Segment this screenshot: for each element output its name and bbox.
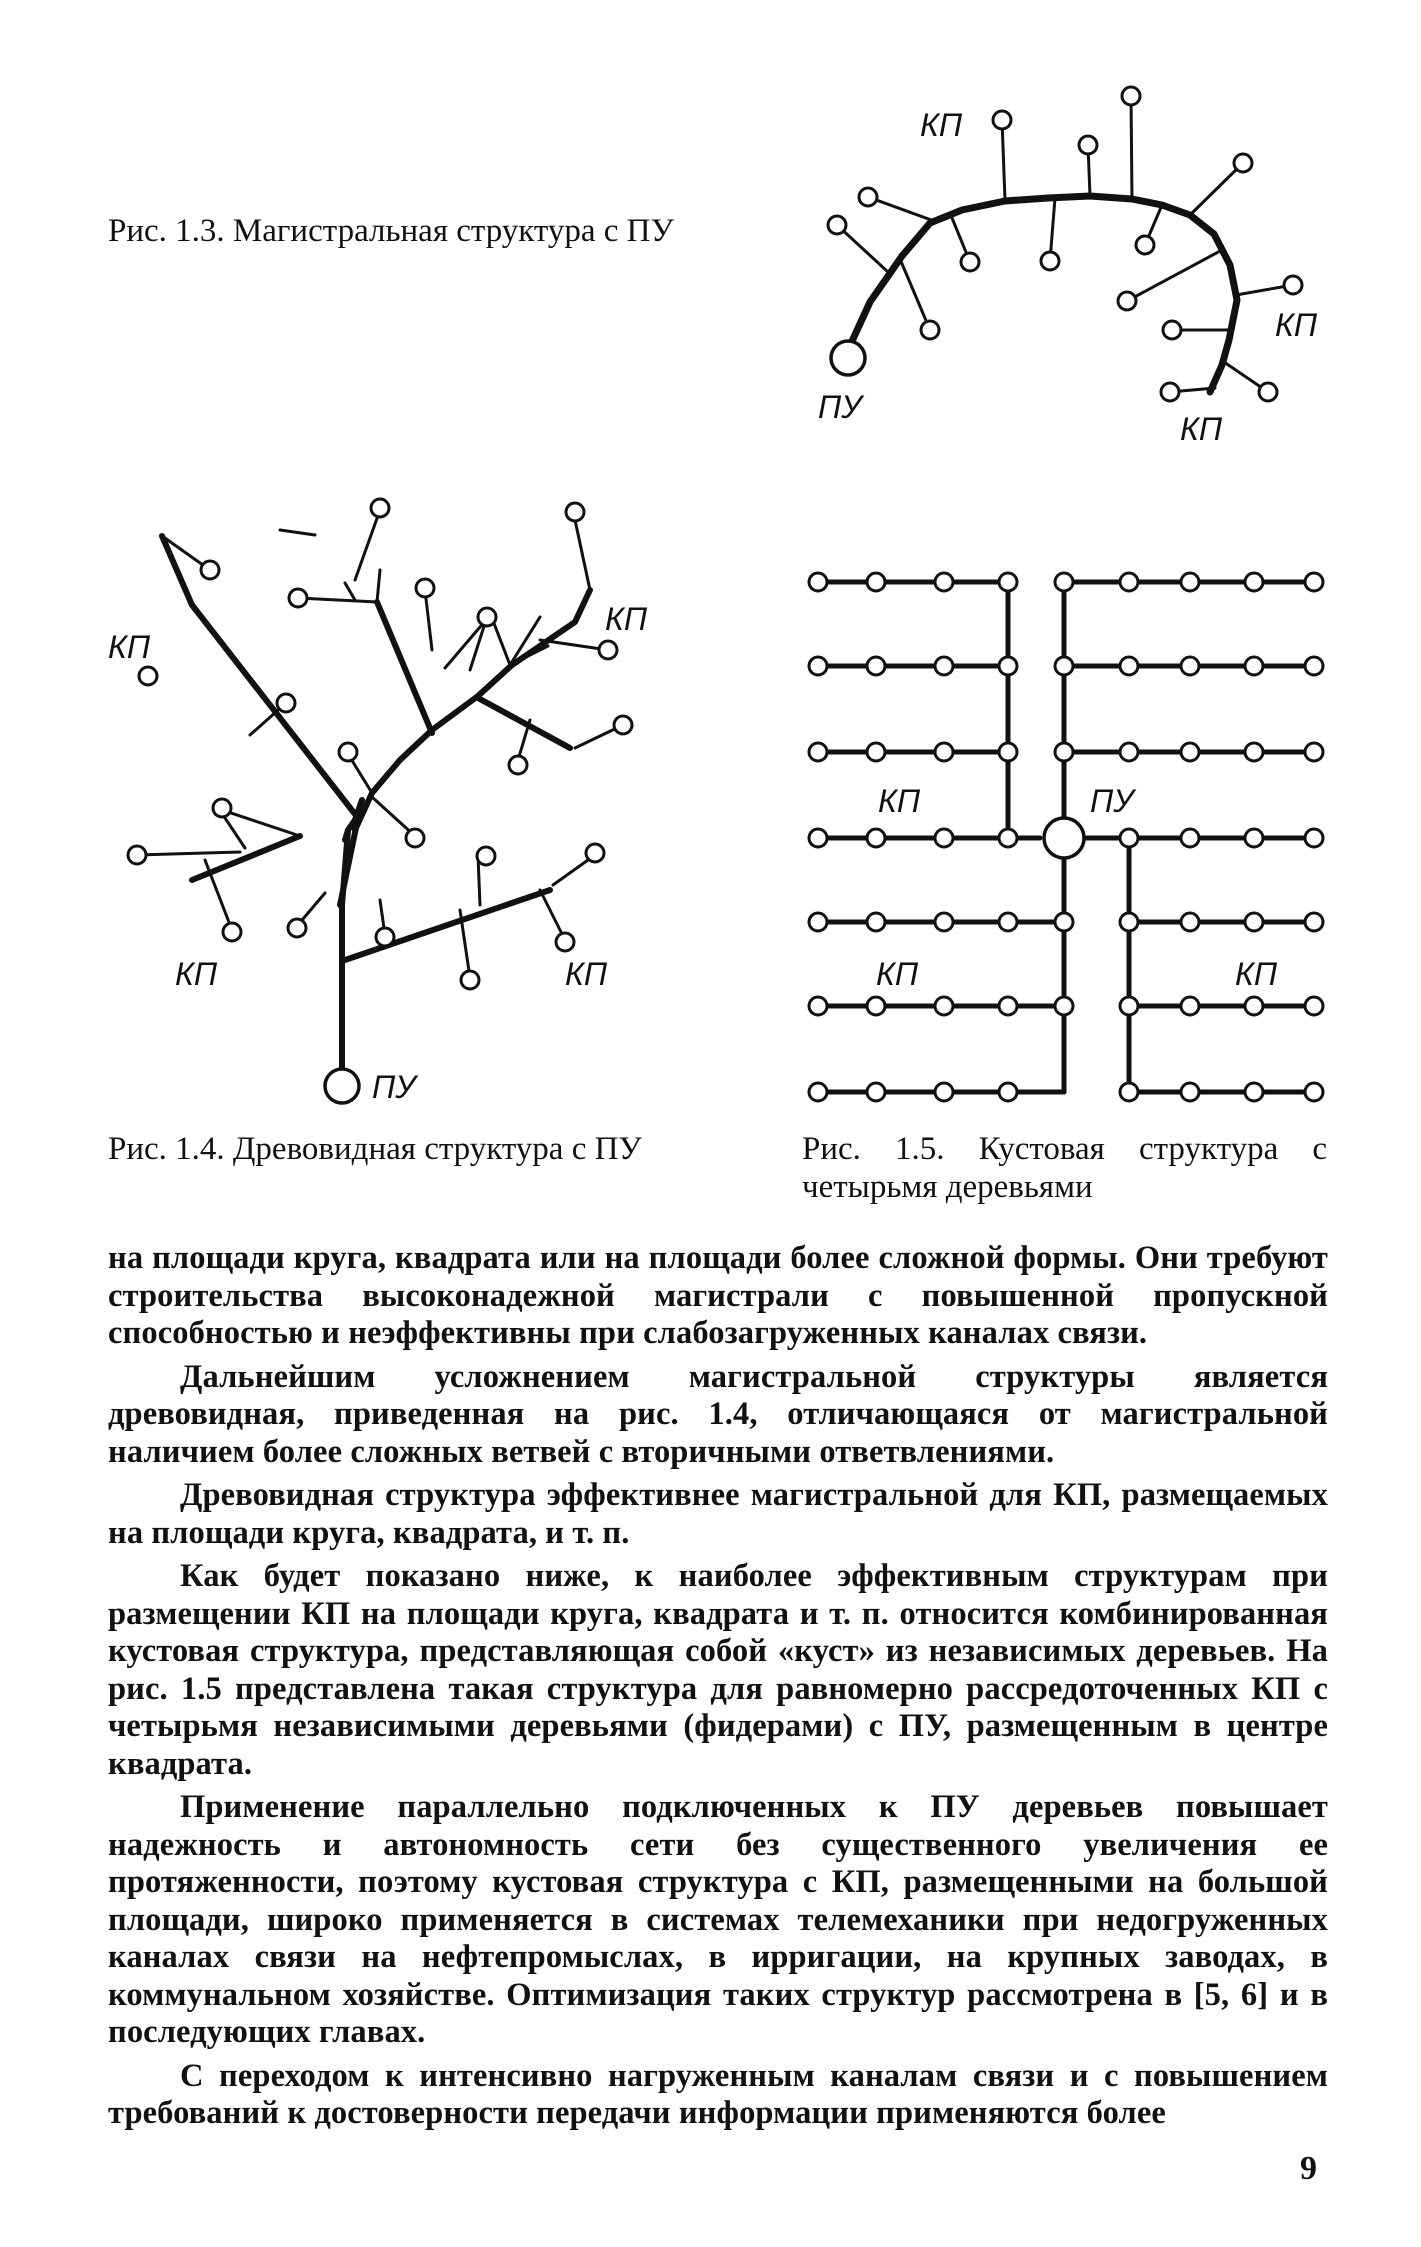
kp-node <box>1305 997 1323 1015</box>
label-kp: КП <box>1275 307 1318 343</box>
kp-node <box>867 657 885 675</box>
kp-node <box>1120 573 1138 591</box>
kp-node <box>935 743 953 761</box>
label-pu: ПУ <box>372 1069 416 1105</box>
control-center-node <box>1044 818 1084 858</box>
label-kp: КП <box>920 107 963 143</box>
figure-1-5-cluster-diagram <box>0 0 1421 1120</box>
label-kp: КП <box>1180 411 1223 447</box>
kp-node <box>1120 743 1138 761</box>
kp-node <box>1120 657 1138 675</box>
kp-node <box>1120 913 1138 931</box>
label-kp: КП <box>565 956 608 992</box>
kp-node <box>1245 743 1263 761</box>
kp-node <box>1245 657 1263 675</box>
kp-node <box>999 743 1017 761</box>
figure-1-4-caption: Рис. 1.4. Древовидная структура с ПУ <box>108 1131 642 1167</box>
kp-node <box>1181 829 1199 847</box>
label-kp: КП <box>876 956 919 992</box>
kp-node <box>809 743 827 761</box>
kp-node <box>809 913 827 931</box>
paragraph: Применение параллельно подключенных к ПУ деревьев повышает надежность и автономность сети без существенного увеличения ее протяженности, поэтому кустовая структура с КП, размещенными на большой площади, широко применяется в системах телемеханики при недогруженных каналах связи на нефтепромыслах, в ирригации, на крупных заводах, в коммунальном хозяйстве. Оптимизация таких структур рассмотрена в [5, 6] и в последующих главах. <box>108 1789 1328 2050</box>
figure-1-3-caption: Рис. 1.3. Магистральная структура с ПУ <box>108 213 674 249</box>
kp-node <box>1181 913 1199 931</box>
kp-node <box>867 913 885 931</box>
page-number: 9 <box>1300 2150 1317 2187</box>
kp-node <box>999 913 1017 931</box>
kp-node <box>999 657 1017 675</box>
kp-node <box>1245 913 1263 931</box>
paragraph: С переходом к интенсивно нагруженным каналам связи и с повышением требований к достоверности передачи информации применяются более <box>108 2057 1328 2131</box>
label-kp: КП <box>175 956 218 992</box>
kp-node <box>1305 743 1323 761</box>
kp-node <box>1055 573 1073 591</box>
kp-node <box>1120 829 1138 847</box>
kp-node <box>867 997 885 1015</box>
kp-node <box>1305 657 1323 675</box>
kp-node <box>1245 997 1263 1015</box>
kp-node <box>935 829 953 847</box>
kp-node <box>1055 913 1073 931</box>
label-kp: КП <box>108 629 151 665</box>
kp-node <box>999 573 1017 591</box>
kp-node <box>935 913 953 931</box>
kp-node <box>867 829 885 847</box>
kp-node <box>809 997 827 1015</box>
kp-node <box>1055 657 1073 675</box>
kp-node <box>867 1083 885 1101</box>
kp-node <box>809 829 827 847</box>
label-kp: КП <box>878 783 921 819</box>
kp-node <box>867 573 885 591</box>
kp-node <box>809 1083 827 1101</box>
figure-1-5-caption: Рис. 1.5. Кустовая структура с четырьмя деревьями <box>802 1131 1327 1205</box>
kp-node <box>935 997 953 1015</box>
label-pu: ПУ <box>1090 783 1134 819</box>
kp-node <box>1055 743 1073 761</box>
kp-node <box>1181 743 1199 761</box>
kp-node <box>809 573 827 591</box>
paragraph: Дальнейшим усложнением магистральной структуры является древовидная, приведенная на рис. 1.4, отличающаяся от магистральной наличием более сложных ветвей с вторичными ответвлениями. <box>108 1358 1328 1470</box>
kp-node <box>1181 657 1199 675</box>
kp-node <box>1245 829 1263 847</box>
kp-node <box>935 657 953 675</box>
label-pu: ПУ <box>818 389 862 425</box>
kp-node <box>999 829 1017 847</box>
kp-node <box>1055 997 1073 1015</box>
kp-node <box>1120 1083 1138 1101</box>
kp-node <box>1305 913 1323 931</box>
body-text <box>108 1240 1328 2139</box>
kp-node <box>1181 997 1199 1015</box>
kp-node <box>999 997 1017 1015</box>
kp-node <box>1245 573 1263 591</box>
kp-node <box>935 573 953 591</box>
kp-node <box>1120 997 1138 1015</box>
kp-node <box>999 1083 1017 1101</box>
kp-node <box>935 1083 953 1101</box>
kp-node <box>1181 1083 1199 1101</box>
kp-node <box>867 743 885 761</box>
kp-node <box>1181 573 1199 591</box>
kp-node <box>1245 1083 1263 1101</box>
kp-node <box>809 657 827 675</box>
paragraph: Древовидная структура эффективнее магистральной для КП, размещаемых на площади круга, квадрата, и т. п. <box>108 1477 1328 1551</box>
label-kp: КП <box>1235 956 1278 992</box>
kp-node <box>1305 829 1323 847</box>
paragraph: на площади круга, квадрата или на площади более сложной формы. Они требуют строительства высоконадежной магистрали с повышенной пропускной способностью и неэффективны при слабозагруженных каналах связи. <box>108 1240 1328 1351</box>
kp-node <box>1305 1083 1323 1101</box>
label-kp: КП <box>605 601 648 637</box>
paragraph: Как будет показано ниже, к наиболее эффективным структурам при размещении КП на площади круга, квадрата и т. п. относится комбинированная кустовая структура, представляющая собой «куст» из независимых деревьев. На рис. 1.5 представлена такая структура для равномерно рассредоточенных КП с четырьмя независимыми деревьями (фидерами) с ПУ, размещенным в центре квадрата. <box>108 1558 1328 1782</box>
kp-node <box>1305 573 1323 591</box>
